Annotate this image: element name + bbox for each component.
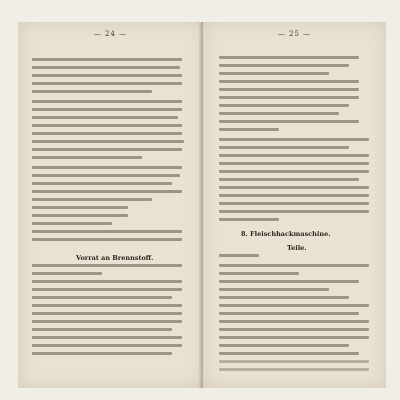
text-line [219,254,259,257]
text-line [219,288,329,291]
text-line [219,320,369,323]
text-line [32,280,182,283]
text-line [32,108,182,111]
text-line [32,58,182,61]
text-line [219,304,369,307]
text-line [32,230,182,233]
text-line [219,272,299,275]
text-line [219,80,359,83]
text-line [32,336,182,339]
text-line [32,140,184,143]
right-page [203,22,386,388]
text-line [219,344,349,347]
text-line [32,288,182,291]
text-line [32,264,182,267]
text-line [219,368,369,371]
page-number: — 24 — [93,30,128,38]
text-line [219,194,369,197]
text-line [32,82,182,85]
text-line [32,116,178,119]
text-line [32,90,152,93]
text-line [32,352,172,355]
text-line [32,206,128,209]
text-line [32,296,172,299]
text-line [219,72,329,75]
text-line [219,336,369,339]
text-line [219,186,369,189]
text-line [32,182,172,185]
text-line [32,238,182,241]
text-line [32,132,182,135]
text-line [32,66,180,69]
text-line [32,198,152,201]
section-heading: Vorrat an Brennstoff. [76,254,154,262]
text-line [32,320,182,323]
text-line [32,148,182,151]
text-line [219,178,359,181]
text-line [219,210,369,213]
page-number: — 25 — [277,30,312,38]
text-line [32,190,182,193]
text-line [219,296,349,299]
text-line [219,88,359,91]
text-line [32,100,182,103]
text-line [32,214,128,217]
text-line [219,56,359,59]
text-line [219,146,349,149]
text-line [219,218,279,221]
text-line [219,104,349,107]
text-line [32,124,182,127]
section-heading: 8. Fleischhackmaschine. [241,230,331,238]
text-line [219,170,369,173]
text-line [32,312,182,315]
text-line [219,162,369,165]
text-line [32,166,182,169]
text-line [219,202,369,205]
text-line [219,128,279,131]
text-line [32,156,142,159]
text-line [32,174,180,177]
text-line [32,328,172,331]
left-page [18,22,203,388]
text-line [32,222,112,225]
text-line [219,312,359,315]
text-line [219,280,359,283]
text-line [219,328,369,331]
text-line [219,138,369,141]
text-line [32,272,102,275]
text-line [219,64,349,67]
section-subheading: Teile. [287,244,307,252]
text-line [219,112,339,115]
text-line [219,264,369,267]
text-line [219,120,359,123]
text-line [219,96,359,99]
text-line [32,74,182,77]
text-line [219,360,369,363]
text-line [32,304,182,307]
text-line [219,352,359,355]
text-line [219,154,369,157]
text-line [32,344,182,347]
